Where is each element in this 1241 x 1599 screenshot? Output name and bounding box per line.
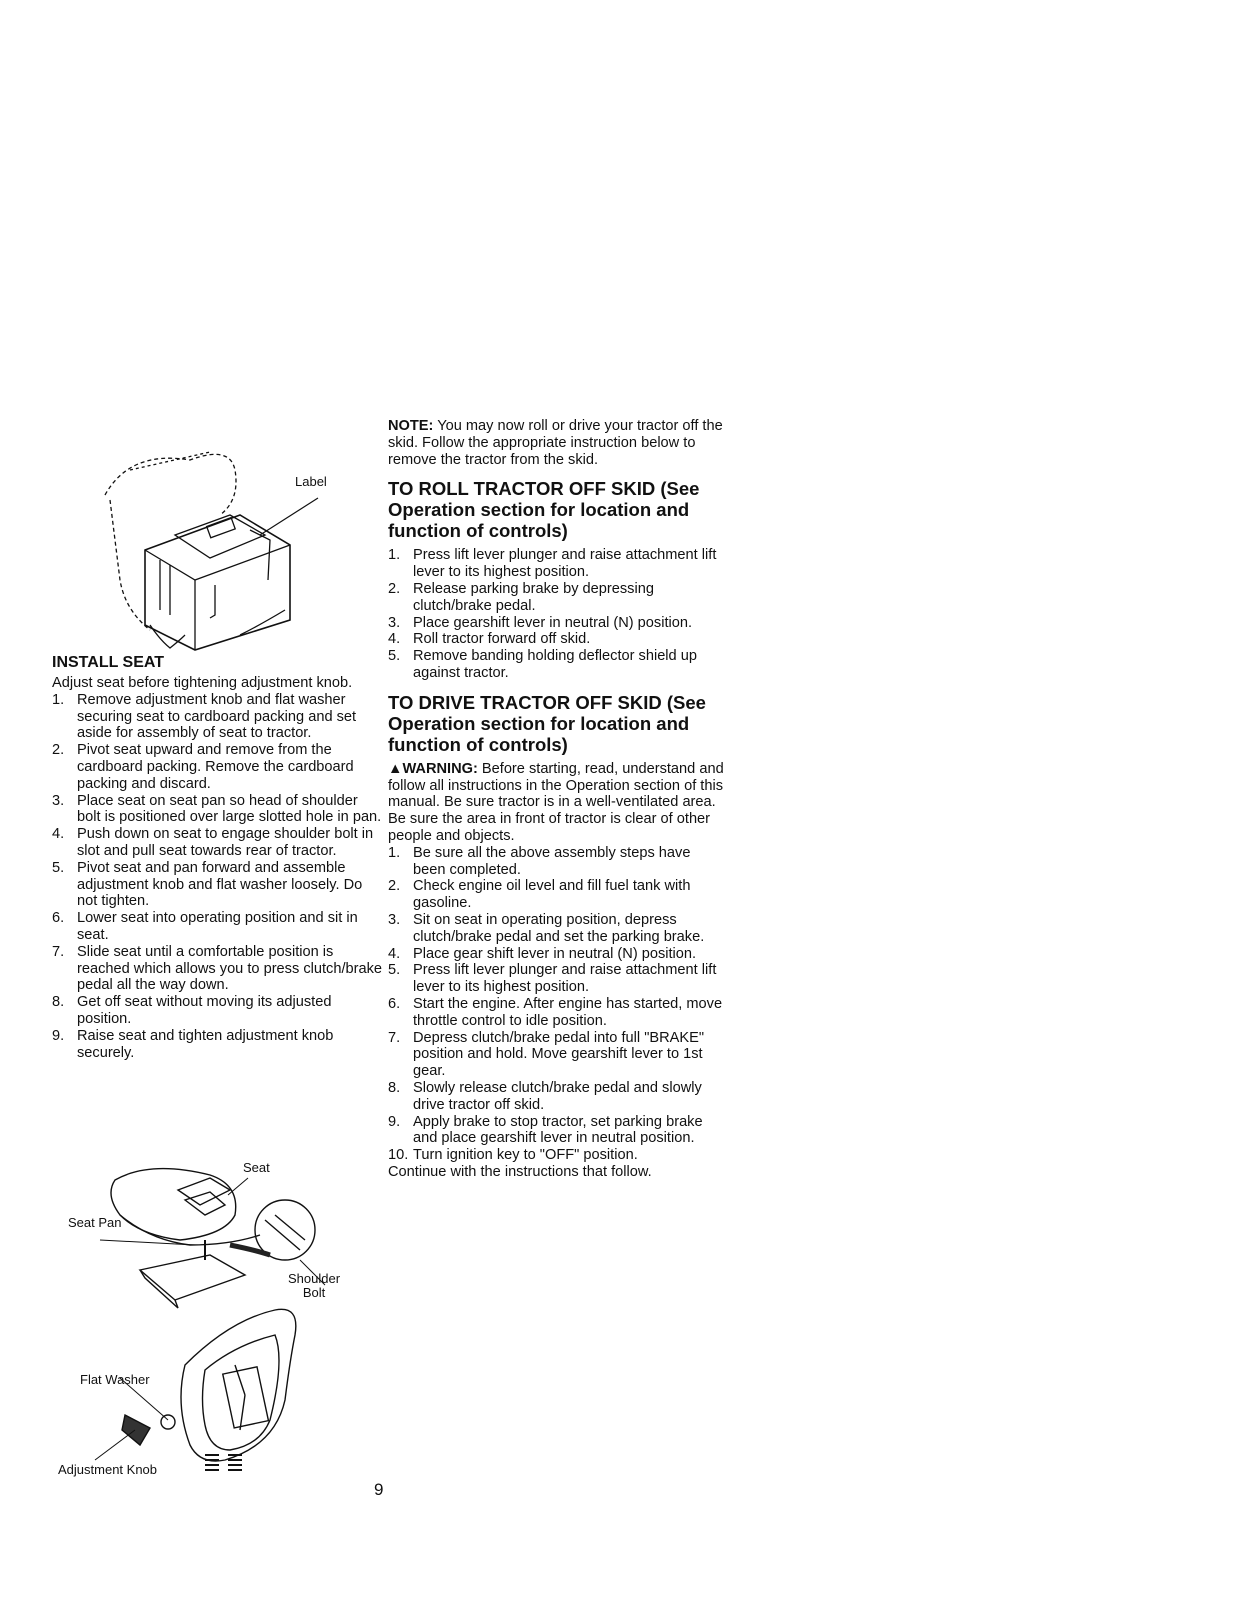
adjustment-knob-label: Adjustment Knob	[58, 1462, 158, 1477]
label-callout: Label	[295, 474, 327, 489]
warning-label: WARNING:	[402, 760, 478, 777]
seat-illustration	[60, 1160, 360, 1480]
list-item: 3. Sit on seat in operating position, depress clutch/brake pedal and set the parking brake.	[388, 911, 705, 945]
list-item: 1. Remove adjustment knob and flat washer securing seat to cardboard packing and set aside for assembly of seat to tractor.	[52, 691, 357, 742]
note-label: NOTE:	[388, 418, 434, 434]
list-item: 9. Raise seat and tighten adjustment knob securely.	[52, 1027, 334, 1061]
list-item: 8. Slowly release clutch/brake pedal and slowly drive tractor off skid.	[388, 1079, 702, 1113]
list-item: 4. Push down on seat to engage shoulder bolt in slot and pull seat towards rear of tractor.	[52, 826, 374, 859]
roll-tractor-heading: TO ROLL TRACTOR OFF SKID (See Operation section for location and function of controls)	[388, 478, 700, 542]
battery-figure	[90, 440, 350, 655]
drive-tractor-steps	[388, 845, 724, 1164]
warning-icon: ▲	[388, 760, 403, 777]
roll-tractor-steps	[388, 547, 724, 681]
list-item: 2. Check engine oil level and fill fuel tank with gasoline.	[388, 878, 691, 912]
warning-paragraph: ▲WARNING: Before starting, read, understand and follow all instructions in the Operation section of this manual. Be sure tractor is in a well-ventilated area. Be sure the area in front of tractor is clear of other people and objects.	[388, 760, 724, 844]
continue-text: Continue with the instructions that follow.	[388, 1163, 652, 1180]
right-column	[388, 418, 724, 1181]
seat-label: Seat	[243, 1160, 270, 1175]
seat-pan-label: Seat Pan	[68, 1215, 122, 1230]
list-item: 5. Remove banding holding deflector shield up against tractor.	[388, 648, 697, 681]
left-column	[52, 675, 382, 1061]
list-item: 9. Apply brake to stop tractor, set parking brake and place gearshift lever in neutral position.	[388, 1113, 703, 1147]
list-item: 1. Press lift lever plunger and raise attachment lift lever to its highest position.	[388, 547, 717, 581]
list-item: 7. Slide seat until a comfortable position is reached which allows you to press clutch/brake pedal all the way down.	[52, 943, 383, 994]
page-number: 9	[374, 1480, 384, 1499]
list-item: 1. Be sure all the above assembly steps have been completed.	[388, 844, 691, 878]
list-item: 3. Place seat on seat pan so head of shoulder bolt is positioned over large slotted hole in pan.	[52, 792, 382, 826]
list-item: 8. Get off seat without moving its adjusted position.	[52, 994, 332, 1027]
list-item: 5. Press lift lever plunger and raise attachment lift lever to its highest position.	[388, 962, 717, 996]
seat-figure	[60, 1160, 360, 1480]
note-paragraph: NOTE: You may now roll or drive your tractor off the skid. Follow the appropriate instruction below to remove the tractor from the skid.	[388, 418, 723, 468]
shoulder-bolt-label: Shoulder Bolt	[288, 1271, 341, 1300]
list-item: 4. Place gear shift lever in neutral (N) position.	[388, 945, 697, 962]
list-item: 7. Depress clutch/brake pedal into full "BRAKE" position and hold. Move gearshift lever to 1st gear.	[388, 1029, 705, 1080]
list-item: 4. Roll tractor forward off skid.	[388, 631, 591, 648]
install-seat-intro: Adjust seat before tightening adjustment knob.	[52, 675, 353, 691]
list-item: 3. Place gearshift lever in neutral (N) position.	[388, 614, 693, 631]
list-item: 2. Pivot seat upward and remove from the cardboard packing. Remove the cardboard packing and discard.	[52, 742, 354, 792]
install-seat-steps	[52, 692, 382, 1062]
list-item: 5. Pivot seat and pan forward and assemble adjustment knob and flat washer loosely. Do not tighten.	[52, 859, 363, 910]
list-item: 6. Lower seat into operating position and sit in seat.	[52, 910, 358, 943]
install-seat-heading: INSTALL SEAT	[52, 654, 164, 671]
list-item: 6. Start the engine. After engine has started, move throttle control to idle position.	[388, 995, 723, 1029]
list-item: 10. Turn ignition key to "OFF" position.	[388, 1147, 638, 1164]
drive-tractor-heading: TO DRIVE TRACTOR OFF SKID (See Operation section for location and function of controls)	[388, 691, 706, 755]
list-item: 2. Release parking brake by depressing clutch/brake pedal.	[388, 580, 654, 614]
battery-illustration	[90, 440, 350, 655]
flat-washer-label: Flat Washer	[80, 1372, 150, 1387]
